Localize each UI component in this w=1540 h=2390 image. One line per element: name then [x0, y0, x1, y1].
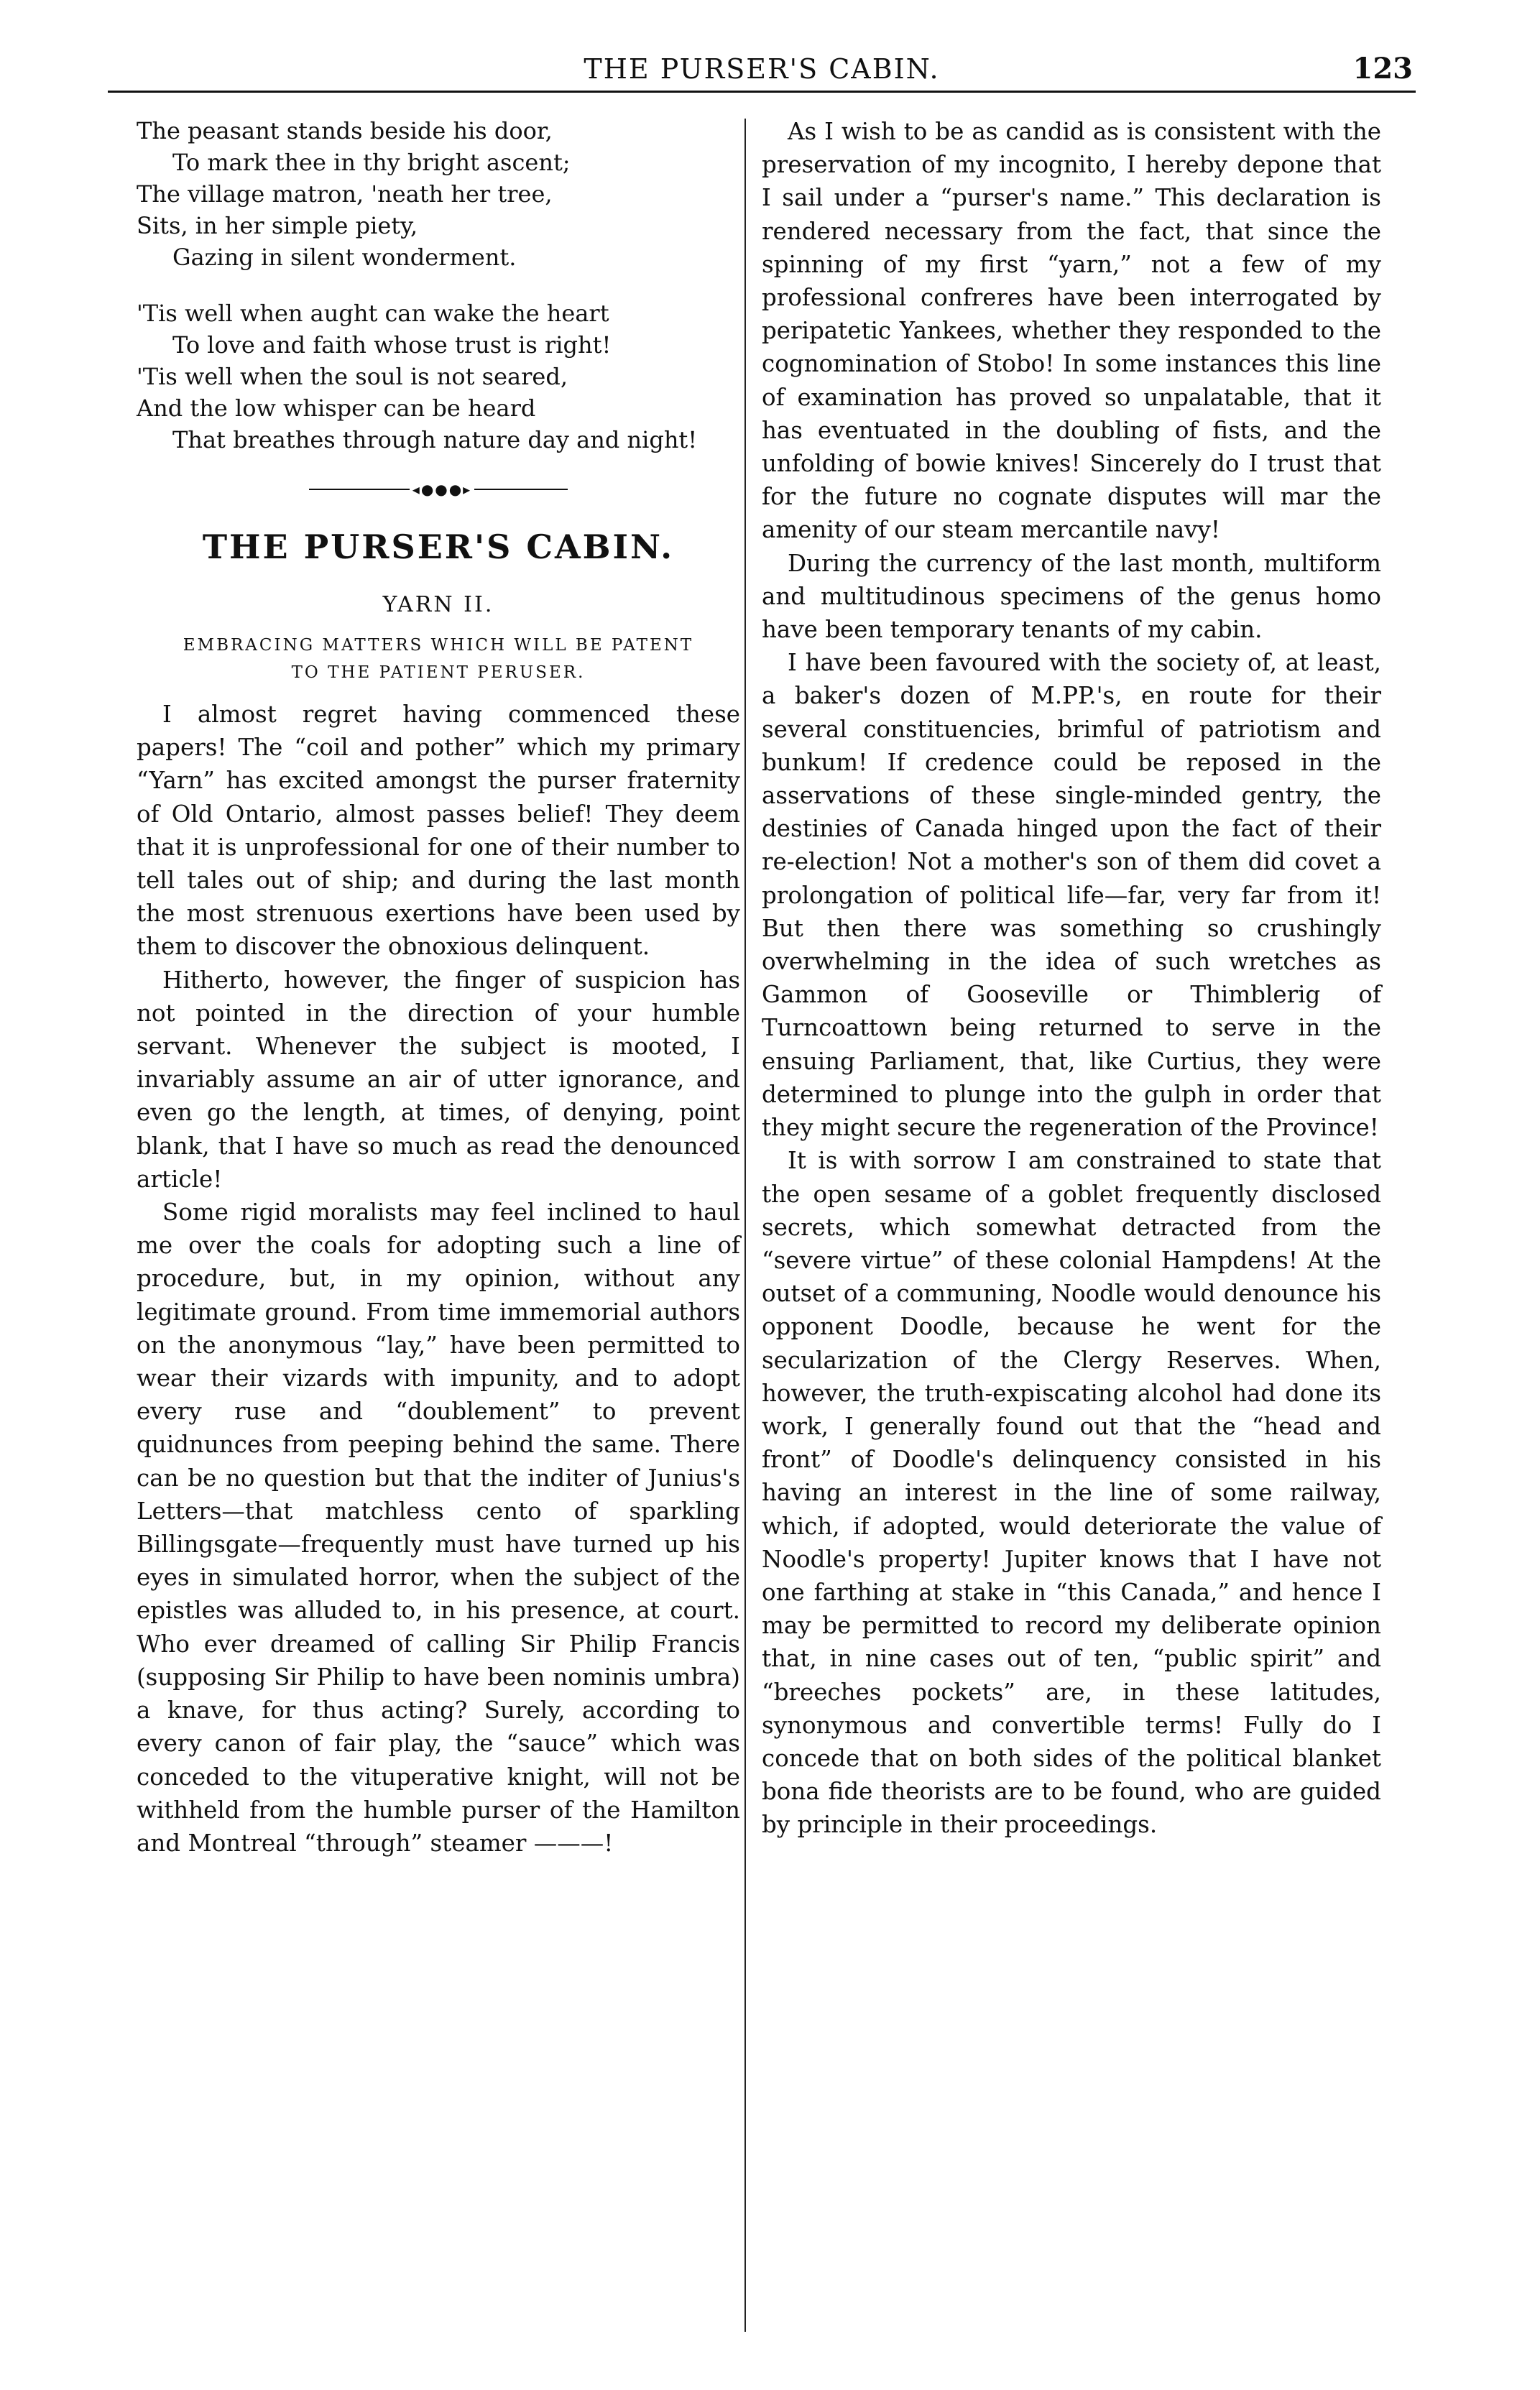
poem-stanza: [137, 115, 740, 273]
poem-line: The village matron, 'neath her tree,: [137, 180, 553, 208]
left-column: [137, 115, 740, 1860]
right-column: [762, 115, 1381, 1842]
poem-line: Sits, in her simple piety,: [137, 212, 418, 239]
poem-line: To mark thee in thy bright ascent;: [172, 149, 571, 176]
paragraph: As I wish to be as candid as is consistent with the preservation of my incognito, I hereby depone that I sail under a “purser's name.” This declaration is rendered necessary from the fact, that since the spinning of my first “yarn,” not a few of my professional confreres have been interrogated by peripatetic Yankees, whether they responded to the cognomination of Stobo! In some instances this line of examination has proved so unpalatable, that it has eventuated in the doubling of fists, and the unfolding of bowie knives! Sincerely do I trust that for the future no cognate disputes will mar the amenity of our steam mercantile navy!: [762, 118, 1381, 544]
poem-line: 'Tis well when aught can wake the heart: [137, 300, 609, 327]
poem: [137, 115, 740, 456]
ornament-dots-icon: ◂●●●▸: [410, 484, 474, 494]
paragraph: I have been favoured with the society of, at least, a baker's dozen of M.PP.'s, en route for their several constituencies, brimful of patriotism and bunkum! If credence could be reposed in the asservations of these single-minded gentry, the destinies of Canada hinged upon the fact of their re-election! Not a mother's son of them did covet a prolongation of political life—far, very far from it! But then there was something so crushingly overwhelming in the idea of such wretches as Gammon of Gooseville or Thimblerig of Turncoattown being returned to serve in the ensuing Parliament, that, like Curtius, they were determined to plunge into the gulph in order that they might secure the regeneration of the Province!: [762, 649, 1381, 1142]
right-column-text: [762, 115, 1381, 1842]
poem-line: And the low whisper can be heard: [137, 395, 536, 422]
poem-line: That breathes through nature day and night!: [172, 426, 698, 453]
article-subtitle-line: TO THE PATIENT PERUSER.: [291, 663, 586, 682]
paragraph: During the currency of the last month, multiform and multitudinous specimens of the genus homo have been temporary tenants of my cabin.: [762, 549, 1381, 644]
poem-stanza: [137, 297, 740, 456]
section-ornament: [309, 481, 568, 498]
paragraph: Some rigid moralists may feel inclined to haul me over the coals for adopting such a line of procedure, but, in my opinion, without any legitimate ground. From time immemorial authors on the anonymous “lay,” have been permitted to wear their vizards with impunity, and to adopt every ruse and “doublement” to prevent quidnunces from peeping behind the same. There can be no question but that the inditer of Junius's Letters—that matchless cento of sparkling Billingsgate—frequently must have turned up his eyes in simulated horror, when the subject of the epistles was alluded to, in his presence, at court. Who ever dreamed of calling Sir Philip Francis (supposing Sir Philip to have been nominis umbra) a knave, for thus acting? Surely, according to every canon of fair play, the “sauce” which was conceded to the vituperative knight, will not be withheld from the humble purser of the Hamilton and Montreal “through” steamer ———!: [137, 1199, 740, 1857]
poem-line: 'Tis well when the soul is not seared,: [137, 363, 568, 390]
paragraph: It is with sorrow I am constrained to state that the open sesame of a goblet frequently disclosed secrets, which somewhat detracted from the “severe virtue” of these colonial Hampdens! At the outset of a communing, Noodle would denounce his opponent Doodle, because he went for the secularization of the Clergy Reserves. When, however, the truth-expiscating alcohol had done its work, I generally found out that the “head and front” of Doodle's delinquency consisted in his having an interest in the line of some railway, which, if adopted, would deteriorate the value of Noodle's property! Jupiter knows that I have not one farthing at stake in “this Canada,” and hence I may be permitted to record my deliberate opinion that, in nine cases out of ten, “public spirit” and “breeches pockets” are, in these latitudes, synonymous and convertible terms! Fully do I concede that on both sides of the political blanket bona fide theorists are to be found, who are guided by principle in their proceedings.: [762, 1147, 1381, 1839]
poem-line: Gazing in silent wonderment.: [172, 244, 517, 271]
page-number: 123: [1352, 52, 1413, 86]
article-title: THE PURSER'S CABIN.: [202, 527, 675, 566]
column-divider: [744, 119, 746, 2332]
article-subtitle-line: EMBRACING MATTERS WHICH WILL BE PATENT: [183, 636, 694, 655]
poem-line: To love and faith whose trust is right!: [172, 331, 612, 359]
running-title: THE PURSER'S CABIN.: [584, 53, 940, 85]
paragraph: I almost regret having commenced these papers! The “coil and pother” which my primary “Yarn” has excited amongst the purser fraternity of Old Ontario, almost passes belief! They deem that it is unprofessional for one of their number to tell tales out of ship; and during the last month the most strenuous exertions have been used by them to discover the obnoxious delinquent.: [137, 701, 740, 961]
article-yarn-number: YARN II.: [382, 592, 494, 617]
left-column-text: [137, 698, 740, 1860]
paragraph: Hitherto, however, the finger of suspicion has not pointed in the direction of your humble servant. Whenever the subject is mooted, I invariably assume an air of utter ignorance, and even go the length, at times, of denying, point blank, that I have so much as read the denounced article!: [137, 966, 740, 1193]
poem-line: The peasant stands beside his door,: [137, 117, 553, 144]
running-header: [108, 47, 1416, 93]
article-subtitle: [137, 632, 740, 686]
